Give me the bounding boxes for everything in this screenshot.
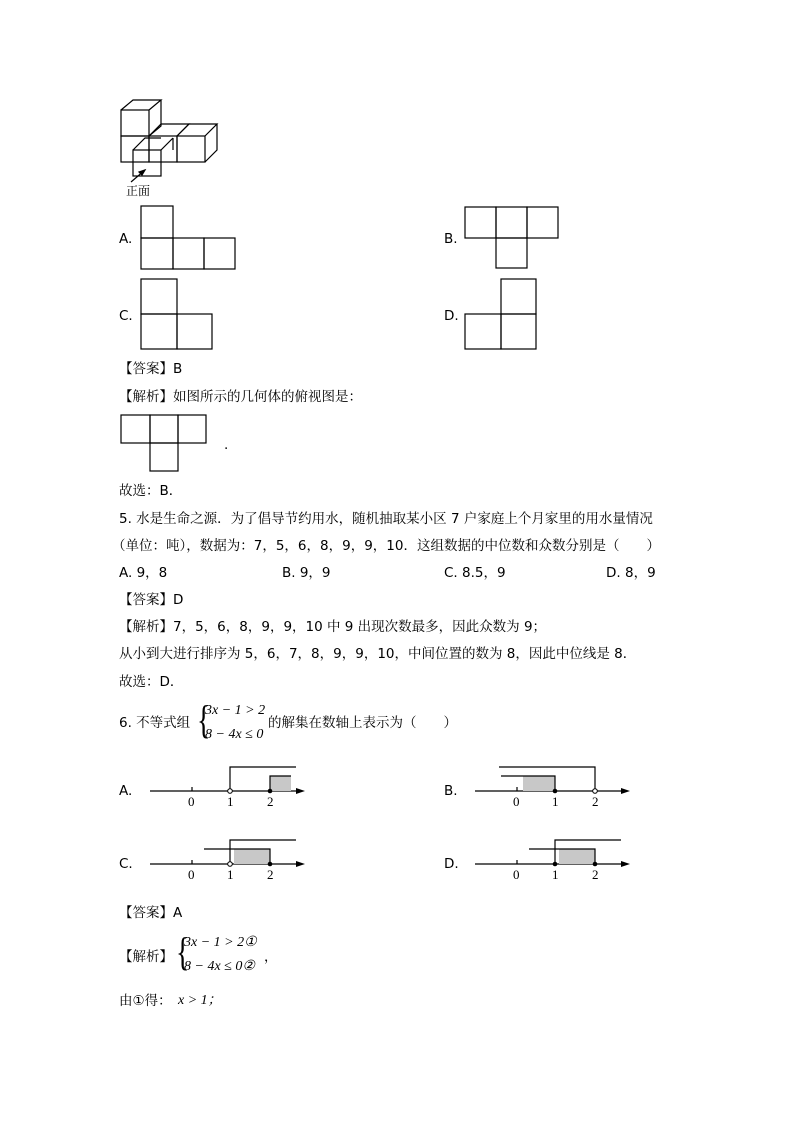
axis-label-2: 2 — [267, 794, 274, 809]
q6-analysis-inequality-1: 3x − 1 > 2① — [184, 935, 257, 950]
isometric-cube-figure — [115, 94, 225, 194]
q6-inequality-1: 3x − 1 > 2 — [205, 703, 266, 718]
q6-option-d-label: D. — [444, 856, 459, 872]
axis-label-0: 0 — [188, 867, 195, 882]
q4-option-d-figure — [464, 278, 540, 352]
q4-conclusion: 故选：B． — [119, 483, 183, 499]
q5-option-a: A. 9，8 — [119, 565, 168, 581]
q4-answer: 【答案】B — [119, 361, 183, 377]
q4-option-d-label: D. — [444, 308, 459, 324]
q6-stem-suffix: 的解集在数轴上表示为（ ） — [268, 715, 457, 731]
axis-label-2: 2 — [592, 867, 599, 882]
q6-inequality-2: 8 − 4x ≤ 0 — [205, 727, 264, 742]
q6-option-c-label: C. — [119, 856, 133, 872]
axis-label-0: 0 — [513, 794, 520, 809]
axis-label-1: 1 — [552, 867, 559, 882]
q6-option-a-label: A. — [119, 783, 133, 799]
q6-option-b-label: B. — [444, 783, 458, 799]
axis-label-2: 2 — [592, 794, 599, 809]
q5-analysis-line2: 从小到大进行排序为 5，6，7，8，9，9，10，中间位置的数为 8，因此中位线是 8． — [119, 646, 637, 662]
q5-option-d: D. 8，9 — [606, 565, 656, 581]
q4-option-b-figure — [464, 206, 560, 270]
q4-option-a-label: A. — [119, 231, 133, 247]
q6-option-d-numberline — [475, 838, 635, 884]
axis-label-0: 0 — [513, 867, 520, 882]
q6-option-c-numberline — [150, 838, 310, 884]
q5-stem-line1: 5. 水是生命之源．为了倡导节约用水，随机抽取某小区 7 户家庭上个月家里的用水量情况 — [119, 511, 653, 527]
q6-analysis-prefix: 【解析】 — [119, 949, 173, 965]
axis-label-2: 2 — [267, 867, 274, 882]
q6-option-a-numberline — [150, 765, 310, 811]
q4-option-a-figure — [140, 205, 240, 271]
q6-step1: 由①得： — [119, 993, 172, 1009]
q4-option-b-label: B. — [444, 231, 458, 247]
q4-option-c-figure — [140, 278, 216, 352]
q6-option-b-numberline — [475, 765, 635, 811]
q5-analysis-line1: 【解析】7，5，6，8，9，9，10 中 9 出现次数最多，因此众数为 9； — [119, 619, 547, 635]
q5-conclusion: 故选：D． — [119, 674, 184, 690]
q4-top-view-figure — [120, 414, 210, 474]
q5-answer: 【答案】D — [119, 592, 184, 608]
q5-stem-line2: （单位：吨），数据为：7，5，6，8，9，9，10．这组数据的中位数和众数分别是（ ） — [112, 538, 660, 554]
axis-label-0: 0 — [188, 794, 195, 809]
q6-analysis-inequality-2: 8 − 4x ≤ 0② — [184, 959, 255, 974]
q6-analysis-comma: ， — [264, 949, 278, 965]
q6-answer: 【答案】A — [119, 905, 183, 921]
axis-label-1: 1 — [227, 867, 234, 882]
q4-period: . — [224, 437, 229, 453]
q4-option-c-label: C. — [119, 308, 133, 324]
q6-brace: { — [197, 697, 211, 742]
q6-analysis-brace: { — [176, 929, 190, 974]
axis-label-1: 1 — [227, 794, 234, 809]
q5-option-c: C. 8.5，9 — [444, 565, 506, 581]
q5-option-b: B. 9，9 — [282, 565, 331, 581]
q4-analysis: 【解析】如图所示的几何体的俯视图是： — [119, 389, 362, 405]
axis-label-1: 1 — [552, 794, 559, 809]
q6-stem-prefix: 6. 不等式组 — [119, 715, 191, 731]
q6-step1-math: x > 1； — [178, 993, 222, 1008]
front-caption: 正面 — [126, 184, 151, 198]
